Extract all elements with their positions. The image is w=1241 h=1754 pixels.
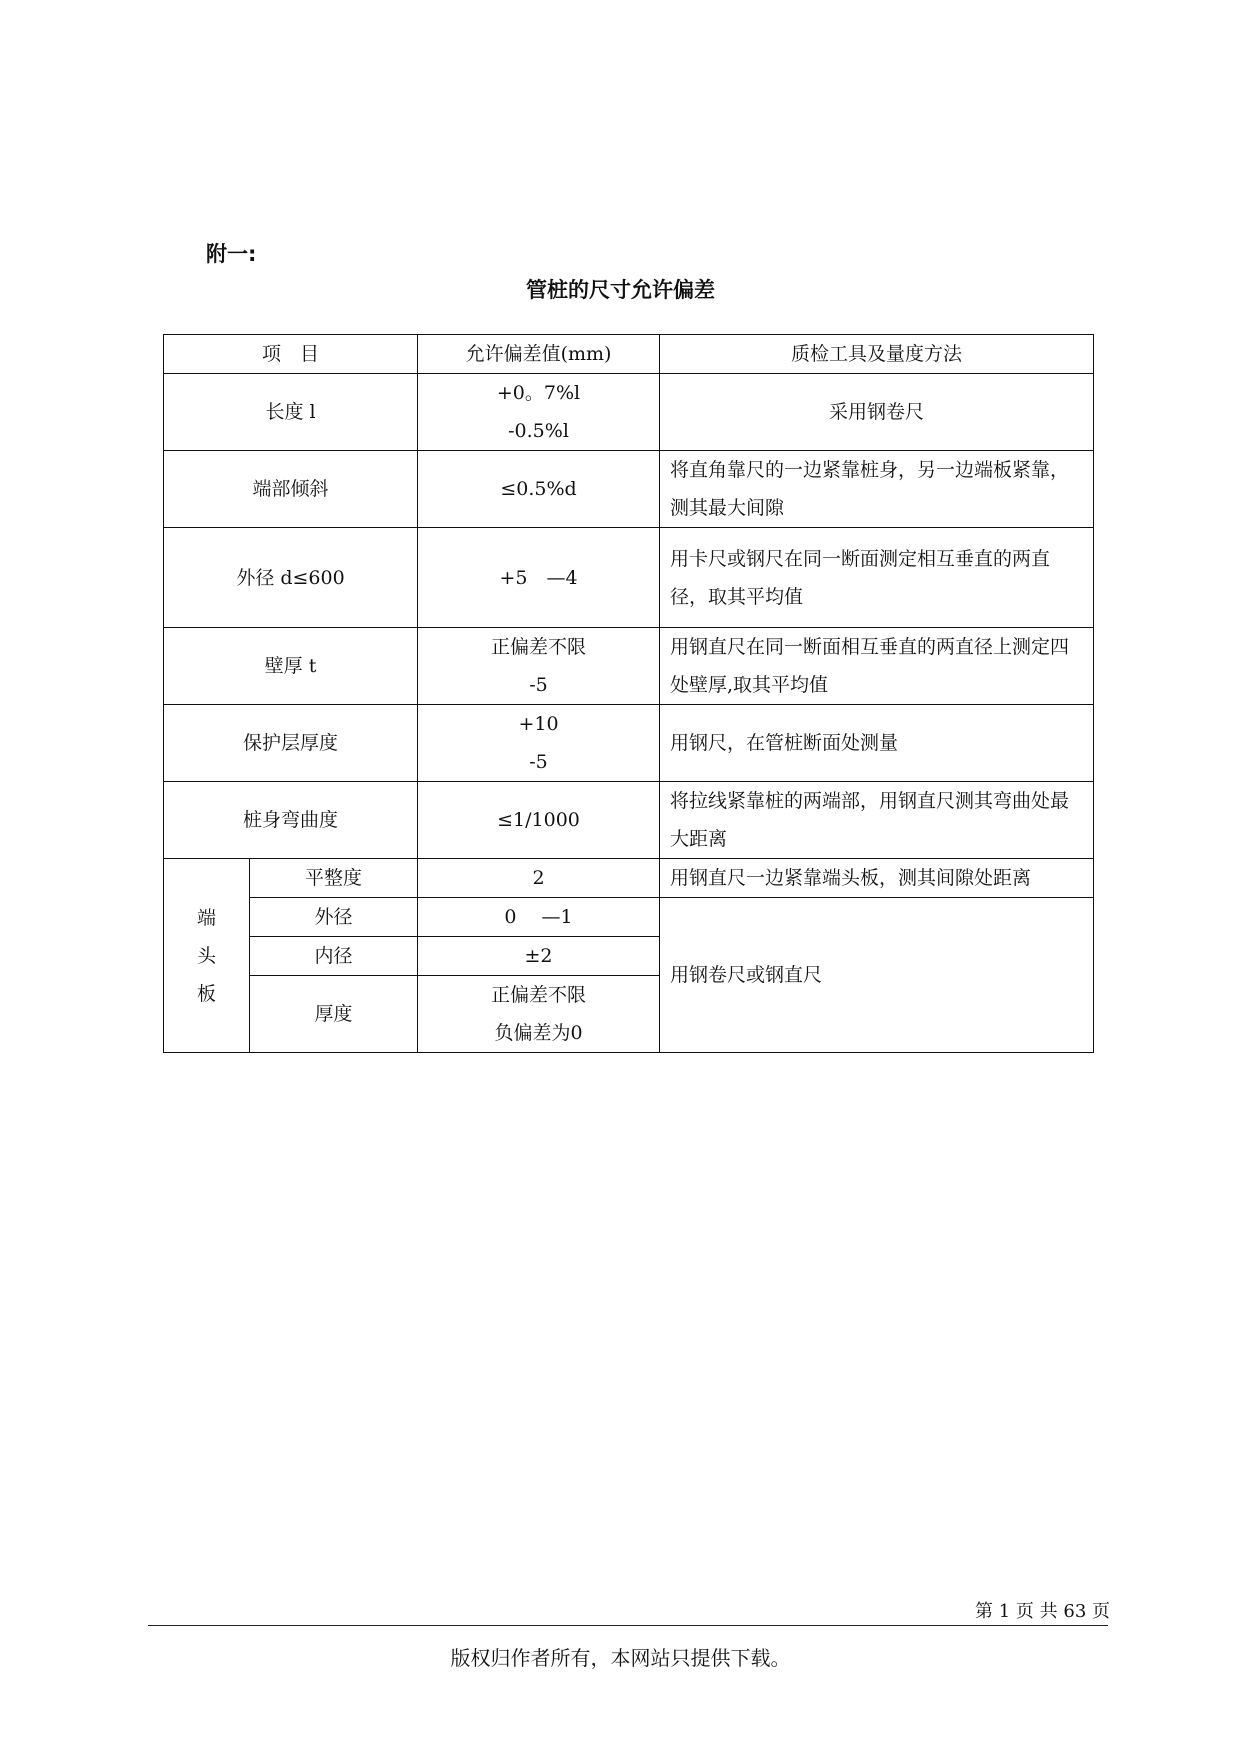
footer-divider [148,1625,1108,1626]
row-method: 将直角靠尺的一边紧靠桩身，另一边端板紧靠，测其最大间隙 [660,451,1094,528]
header-tolerance: 允许偏差值(mm) [418,335,660,374]
tolerance-line: -5 [529,751,548,773]
group-label-char: 端 [196,906,216,929]
tolerance-line: 正偏差不限 [491,636,587,658]
table-row [164,451,1094,528]
end-plate-group-label [164,859,250,1053]
row-method: 将拉线紧靠桩的两端部，用钢直尺测其弯曲处最大距离 [660,782,1094,859]
group-label-char: 头 [196,944,216,967]
row-item: 厚度 [250,976,418,1053]
group-label-char: 板 [196,982,216,1005]
table-row [164,528,1094,628]
tolerance-line: 正偏差不限 [491,984,587,1006]
row-method: 用卡尺或钢尺在同一断面测定相互垂直的两直径，取其平均值 [660,528,1094,628]
tolerance-line: -0.5%l [508,420,569,442]
row-item: 平整度 [250,859,418,898]
table-row [164,782,1094,859]
row-tolerance [418,976,660,1053]
tolerance-line: 负偏差为0 [494,1022,583,1044]
row-tolerance [418,628,660,705]
header-method: 质检工具及量度方法 [660,335,1094,374]
row-tolerance: ≤1/1000 [418,782,660,859]
table-row [164,859,1094,898]
copyright-notice: 版权归作者所有，本网站只提供下载。 [450,1646,791,1670]
row-item: 保护层厚度 [164,705,418,782]
row-item: 内径 [250,937,418,976]
row-item: 端部倾斜 [164,451,418,528]
row-tolerance: 0 —1 [418,898,660,937]
document-title: 管桩的尺寸允许偏差 [526,278,715,302]
tolerance-table [163,334,1094,1053]
row-tolerance: ≤0.5%d [418,451,660,528]
tolerance-line: -5 [529,674,548,696]
row-tolerance [418,374,660,451]
appendix-label: 附一: [206,242,257,266]
row-item: 长度 l [164,374,418,451]
shared-method: 用钢卷尺或钢直尺 [660,898,1094,1053]
row-tolerance: 2 [418,859,660,898]
row-method: 采用钢卷尺 [660,374,1094,451]
page-number: 第 1 页 共 63 页 [975,1601,1110,1622]
row-method: 用钢直尺一边紧靠端头板，测其间隙处距离 [660,859,1094,898]
row-item: 外径 d≤600 [164,528,418,628]
row-tolerance: ±2 [418,937,660,976]
row-item: 壁厚 t [164,628,418,705]
row-item: 桩身弯曲度 [164,782,418,859]
tolerance-line: +10 [518,713,559,735]
tolerance-line: +0。7%l [496,382,581,404]
table-row [164,898,1094,937]
table-row [164,374,1094,451]
table-header-row [164,335,1094,374]
row-method: 用钢尺，在管桩断面处测量 [660,705,1094,782]
table-row [164,628,1094,705]
row-tolerance: +5 —4 [418,528,660,628]
table-row [164,705,1094,782]
row-item: 外径 [250,898,418,937]
header-item: 项 目 [164,335,418,374]
row-method: 用钢直尺在同一断面相互垂直的两直径上测定四处壁厚,取其平均值 [660,628,1094,705]
row-tolerance [418,705,660,782]
